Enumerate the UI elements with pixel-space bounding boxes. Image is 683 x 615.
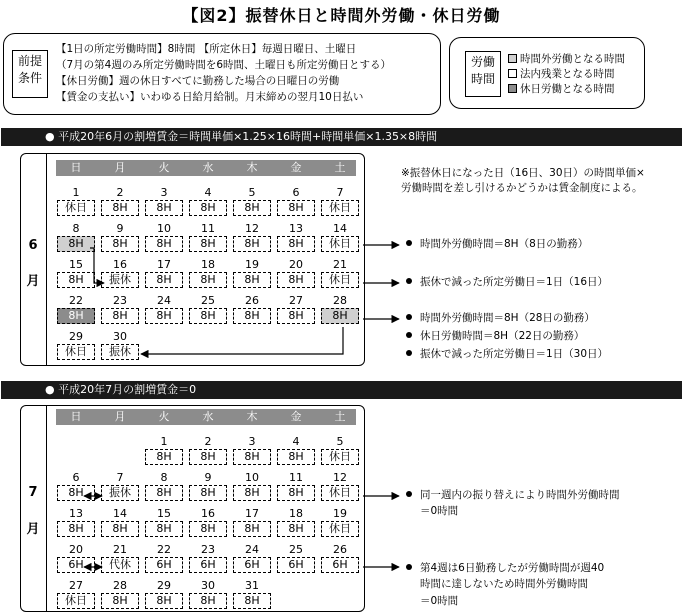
june-annotation-3: 時間外労働時間＝8H（28日の勤務） [406,311,595,326]
day-number: 26 [333,543,347,556]
day-number: 14 [113,507,127,520]
day-number: 29 [69,330,83,343]
weekday-5: 金 [290,161,302,174]
weekday-6: 土 [334,161,346,174]
day-cell: 8H [57,272,95,288]
day-cell: 8H [145,485,183,501]
day-cell: 8H [145,593,183,609]
day-number: 27 [69,579,83,592]
day-cell: 休日 [57,593,95,609]
day-cell: 8H [101,308,139,324]
day-cell: 8H [57,308,95,324]
day-number: 3 [248,435,256,448]
day-number: 6 [72,471,80,484]
premise-label-line1: 前提 [17,54,42,68]
day-number: 27 [289,294,303,307]
june-month-num: 6 [28,238,38,253]
day-number: 16 [201,507,215,520]
legend-label-line1: 労働 [470,55,495,69]
day-number: 26 [245,294,259,307]
july-annotation-2: ＝0時間 [420,505,459,517]
day-cell: 6H [189,557,227,573]
day-cell: 8H [145,308,183,324]
day-cell: 8H [145,272,183,288]
day-number: 9 [116,222,124,235]
day-number: 22 [157,543,171,556]
weekday-3: 水 [202,161,214,174]
day-number: 18 [201,258,215,271]
day-cell: 8H [189,485,227,501]
day-number: 2 [116,186,124,199]
day-number: 17 [157,258,171,271]
june-annotation-5: 振休で減った所定労働日＝1日（30日） [406,347,608,362]
day-number: 21 [113,543,127,556]
day-cell: 8H [321,308,359,324]
weekday-4: 木 [246,161,258,174]
june-annotation-4: 休日労働時間＝8H（22日の勤務） [406,329,584,344]
day-cell: 休日 [321,449,359,465]
june-band: ● 平成20年6月の割増賃金＝時間単価×1.25×16時間+時間単価×1.35×8時間 [1,128,682,146]
day-number: 2 [204,435,212,448]
day-cell: 休日 [57,200,95,216]
day-number: 23 [113,294,127,307]
legend-item-legal: 法内残業となる時間 [508,67,615,81]
day-cell: 6H [321,557,359,573]
premise-line-1: 【1日の所定労働時間】8時間 【所定休日】毎週日曜日、土曜日 [56,43,357,55]
day-number: 13 [69,507,83,520]
day-cell: 8H [233,308,271,324]
day-number: 12 [245,222,259,235]
day-number: 19 [333,507,347,520]
figure-title: 【図2】振替休日と時間外労働・休日労働 [182,6,501,25]
day-cell: 振休 [101,272,139,288]
day-number: 17 [245,507,259,520]
june-month-char: 月 [26,274,40,289]
july-annotation-5: ＝0時間 [420,595,459,607]
july-annotation-1: 同一週内の振り替えにより時間外労働時間 [406,488,620,503]
july-month-num: 7 [28,485,38,500]
weekday-4: 木 [246,410,258,423]
day-cell: 8H [57,485,95,501]
day-number: 13 [289,222,303,235]
day-number: 10 [157,222,171,235]
day-cell: 振休 [101,344,139,360]
day-cell: 8H [189,236,227,252]
arrow-jun28-to-jun30 [141,327,343,354]
day-number: 21 [333,258,347,271]
day-cell: 8H [145,449,183,465]
day-number: 10 [245,471,259,484]
day-cell: 8H [101,200,139,216]
legend-item-overtime: 時間外労働となる時間 [508,52,625,66]
day-number: 25 [201,294,215,307]
day-number: 12 [333,471,347,484]
june-note-line2: 労働時間を差し引けるかどうかは賃金制度による。 [401,182,643,194]
day-number: 5 [248,186,256,199]
day-cell: 8H [57,236,95,252]
june-note-line1: ※振替休日になった日（16日、30日）の時間単価× [401,167,645,179]
legend-label-line2: 時間 [470,72,495,86]
day-number: 18 [289,507,303,520]
day-number: 31 [245,579,259,592]
day-number: 5 [336,435,344,448]
july-annotation-4: 時間に達しないため時間外労働時間 [420,578,588,590]
weekday-3: 水 [202,410,214,423]
day-number: 15 [69,258,83,271]
day-cell: 8H [101,236,139,252]
day-number: 9 [204,471,212,484]
day-cell: 6H [145,557,183,573]
day-cell: 休日 [321,272,359,288]
weekday-1: 月 [114,410,126,423]
weekday-2: 火 [158,161,170,174]
day-number: 28 [113,579,127,592]
arrow-jun8-to-jun16 [90,248,104,283]
day-cell: 8H [233,485,271,501]
day-cell: 8H [57,521,95,537]
day-number: 22 [69,294,83,307]
day-number: 7 [116,471,124,484]
day-number: 8 [72,222,80,235]
weekday-5: 金 [290,410,302,423]
day-number: 11 [201,222,215,235]
day-number: 20 [289,258,303,271]
weekday-1: 月 [114,161,126,174]
day-cell: 8H [189,272,227,288]
day-cell: 8H [233,236,271,252]
day-cell: 8H [277,485,315,501]
july-annotation-3: 第4週は6日勤務したが労働時間が週40 [406,561,604,576]
day-cell: 8H [189,449,227,465]
day-cell: 休日 [321,521,359,537]
day-cell: 8H [233,449,271,465]
day-cell: 8H [233,521,271,537]
weekday-0: 日 [70,410,82,423]
day-cell: 8H [277,272,315,288]
day-number: 23 [201,543,215,556]
day-cell: 8H [277,308,315,324]
day-cell: 6H [57,557,95,573]
day-number: 7 [336,186,344,199]
day-number: 16 [113,258,127,271]
day-cell: 8H [277,200,315,216]
day-number: 4 [292,435,300,448]
day-cell: 休日 [57,344,95,360]
day-number: 4 [204,186,212,199]
day-cell: 8H [101,593,139,609]
day-cell: 振休 [101,485,139,501]
day-number: 25 [289,543,303,556]
day-number: 8 [160,471,168,484]
day-number: 15 [157,507,171,520]
july-month-char: 月 [26,522,40,537]
day-number: 1 [160,435,168,448]
day-number: 14 [333,222,347,235]
day-number: 1 [72,186,80,199]
june-annotation-2: 振休で減った所定労働日＝1日（16日） [406,275,608,290]
day-cell: 8H [189,593,227,609]
day-number: 29 [157,579,171,592]
legend-item-holiday: 休日労働となる時間 [508,82,615,96]
day-cell: 8H [189,200,227,216]
day-cell: 休日 [321,200,359,216]
day-cell: 休日 [321,236,359,252]
weekday-0: 日 [70,161,82,174]
day-cell: 8H [145,200,183,216]
day-cell: 8H [277,449,315,465]
day-number: 24 [157,294,171,307]
weekday-2: 火 [158,410,170,423]
day-cell: 休日 [321,485,359,501]
day-cell: 8H [189,521,227,537]
day-number: 20 [69,543,83,556]
day-cell: 8H [145,236,183,252]
day-number: 24 [245,543,259,556]
day-number: 28 [333,294,347,307]
day-number: 30 [113,330,127,343]
day-cell: 8H [277,521,315,537]
july-band: ● 平成20年7月の割増賃金＝0 [1,381,682,399]
day-number: 3 [160,186,168,199]
day-cell: 8H [189,308,227,324]
day-cell: 8H [101,521,139,537]
premise-line-4: 【賃金の支払い】いわゆる日給月給制。月末締めの翌月10日払い [56,91,364,103]
premise-line-3: 【休日労働】週の休日すべてに勤務した場合の日曜日の労働 [56,75,340,87]
day-number: 11 [289,471,303,484]
day-cell: 6H [277,557,315,573]
day-cell: 代休 [101,557,139,573]
premise-line-2: （7月の第4週のみ所定労働時間を6時間、土曜日も所定労働日とする） [56,59,392,71]
june-annotation-1: 時間外労働時間＝8H（8日の勤務） [406,237,588,252]
day-number: 30 [201,579,215,592]
day-number: 19 [245,258,259,271]
weekday-6: 土 [334,410,346,423]
day-cell: 6H [233,557,271,573]
day-cell: 8H [277,236,315,252]
day-cell: 8H [233,272,271,288]
day-cell: 8H [145,521,183,537]
day-number: 6 [292,186,300,199]
premise-label-line2: 条件 [17,71,42,85]
day-cell: 8H [233,200,271,216]
day-cell: 8H [233,593,271,609]
